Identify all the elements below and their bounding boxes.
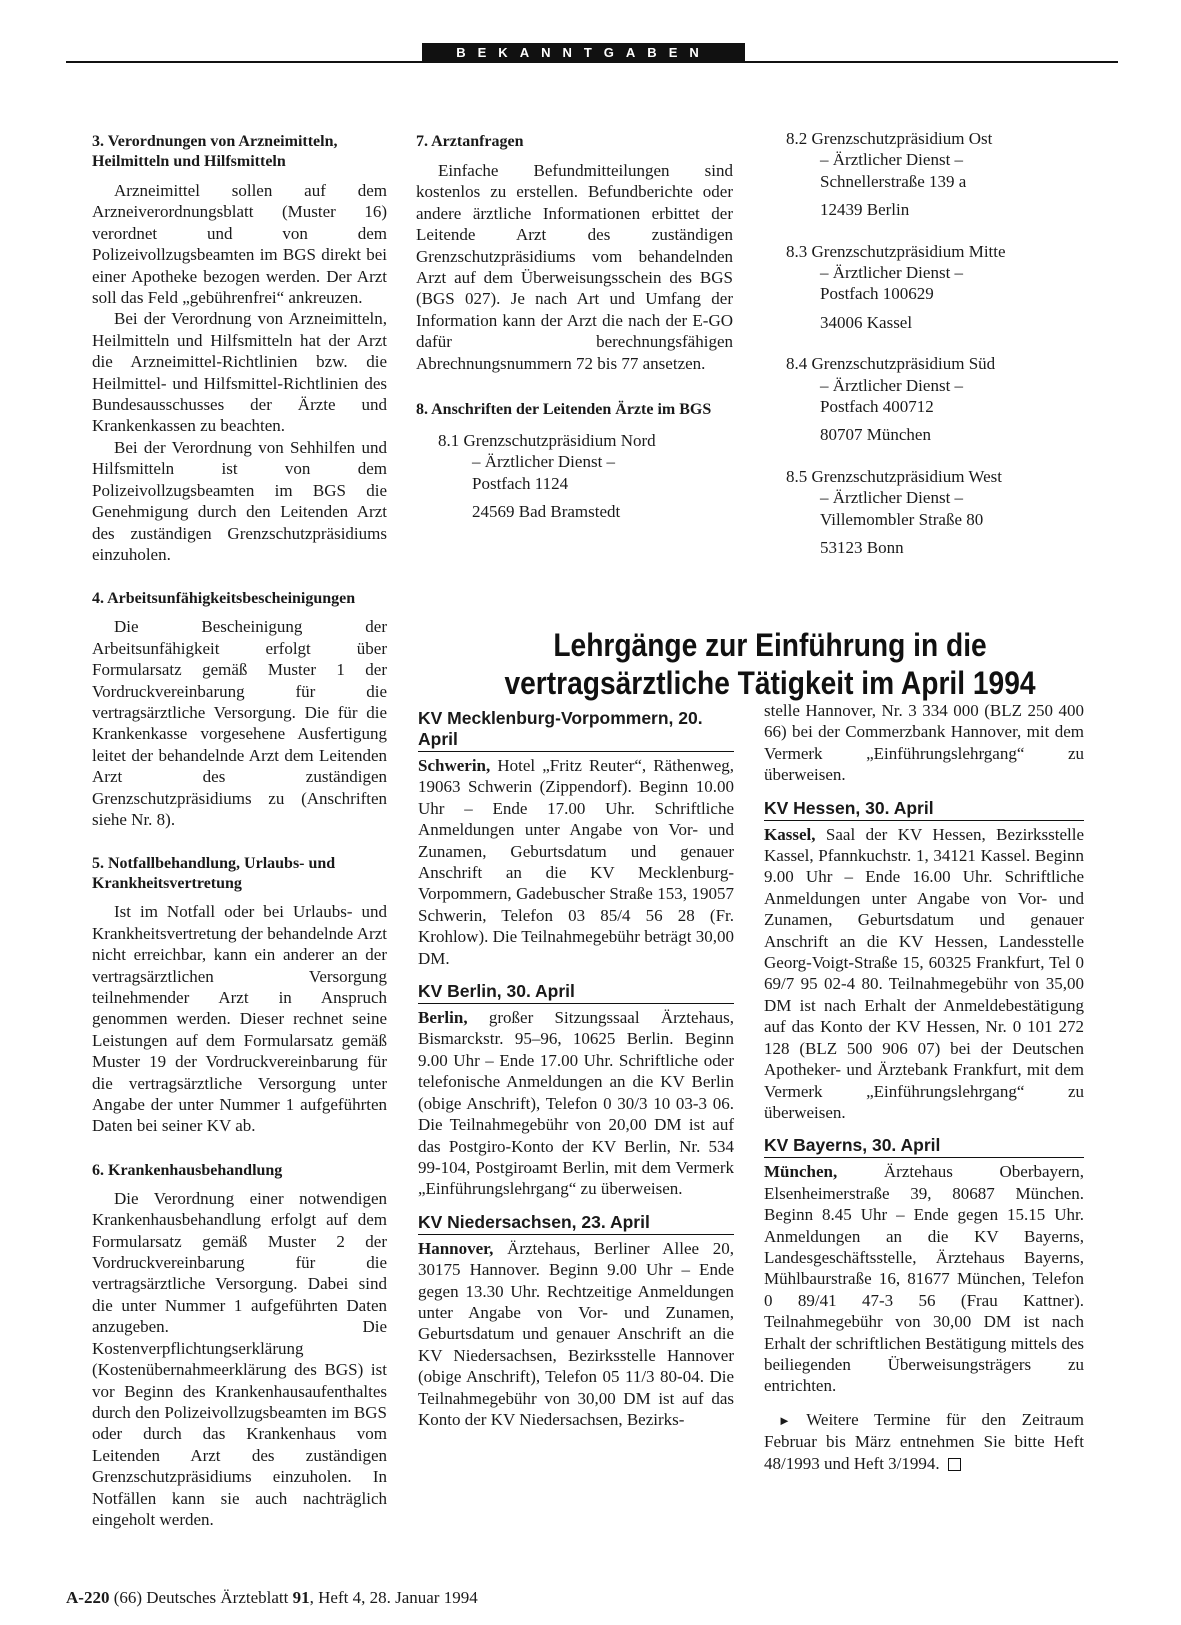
page-footer [66,1588,478,1608]
more-dates-text: Weitere Termine für den Zeitraum Februar bis März entnehmen Sie bitte Heft 48/1993 und Heft 3/1994. [764,1409,1084,1473]
address-line: Villemombler Straße 80 [820,509,984,529]
volume-number: 91 [292,1588,310,1607]
address-line: – Ärztlicher Dienst – [472,452,616,472]
column-3 [764,128,1104,559]
address-line: 8.3 Grenzschutzpräsidium Mitte [786,241,1006,261]
paragraph: Die Verordnung einer notwendigen Krankenhausbehandlung erfolgt auf dem Formularsatz gemäß Muster 2 der Vordruckvereinbarung für die vertragsärztliche Versorgung. Dabei sind die unter Nummer 1 aufgeführten Daten anzugeben. Die Kostenverpflichtungserklärung (Kostenübernahmeerklärung des BGS) ist vor Beginn des Krankenhausaufenthaltes durch den Polizeivollzugsbeamten im BGS oder durch das Krankenhaus vom Leitenden Arzt des zuständigen Grenzschutzpräsidiums einzuholen. In Notfällen kann sie auch nachträglich eingeholt werden. [92,1188,387,1529]
address-8-4 [764,353,1104,446]
kv-niedersachsen-city: Hannover, [418,1238,494,1258]
address-city: 53123 Bonn [820,538,904,558]
footer-text: (66) Deutsches Ärzteblatt [109,1588,293,1607]
kv-berlin-title: KV Berlin, 30. April [418,981,734,1004]
kv-bayerns-city: München, [764,1162,838,1182]
kv-column-left [418,708,734,1430]
paragraph: Bei der Verordnung von Arzneimitteln, Heilmitteln und Hilfsmitteln hat der Arzt die Arzneimittel-Richtlinien bzw. die Heilmittel- und Hilfsmittel-Richtlinien des Bundesausschusses der Ärzte und Krankenkassen zu beachten. [92,309,387,436]
kv-niedersachsen-text [418,1238,734,1431]
address-line: – Ärztlicher Dienst – [820,263,964,283]
address-line: – Ärztlicher Dienst – [820,150,964,170]
column-2 [416,132,733,523]
section-7-title: 7. Arztanfragen [416,133,524,150]
paragraph: Ist im Notfall oder bei Urlaubs- und Krankheitsvertretung der behandelnde Arzt nicht erreichbar, kann ein anderer an der vertragsärztlichen Versorgung teilnehmender Arzt in Anspruch genommen werden. Dieser rechnet seine Leistungen auf dem Formularsatz gemäß Muster 19 der Vordruckvereinbarung für die vertragsärztliche Versorgung unter Angabe der unter Nummer 1 aufgeführten Daten bei seiner KV ab. [92,902,387,1136]
headline-line: vertragsärztliche Tätigkeit im April 1994 [504,665,1036,701]
address-city: 24569 Bad Bramstedt [472,502,621,522]
paragraph: Einfache Befundmitteilungen sind kostenlos zu erstellen. Befundberichte oder andere ärztliche Informationen erbittet der Leitende Arzt des zuständigen Grenzschutzpräsidiums vom behandelnden Arzt auf dem Überweisungsschein des BGS (BGS 027). Je nach Art und Umfang der Information kann der Arzt die nach der E-GO dafür berechnungsfähigen Abrechnungsnummern 72 bis 77 ansetzen. [416,161,733,373]
address-line: 8.1 Grenzschutzpräsidium Nord [438,431,656,451]
address-city: 12439 Berlin [820,200,910,220]
address-line: Schnellerstraße 139 a [820,171,967,191]
kv-bayerns-text [764,1161,1084,1396]
section-header: BEKANNTGABEN [422,43,745,63]
kv-hessen-text [764,824,1084,1124]
kv-mv-title: KV Mecklenburg-Vorpommern, 20. April [418,708,734,752]
end-square-icon [948,1458,961,1471]
address-line: 8.2 Grenzschutzpräsidium Ost [786,129,993,148]
paragraph: Die Bescheinigung der Arbeitsunfähigkeit erfolgt über Formularsatz gemäß Muster 1 der Vordruckvereinbarung für die vertragsärztliche Versorgung. Die für die Krankenkasse vorgesehene Ausfertigung leitet der behandelnde Arzt dem Leitenden Arzt des zuständigen Grenzschutzpräsidiums zu (Anschriften siehe Nr. 8). [92,617,387,829]
kv-mv-body: Hotel „Fritz Reuter“, Räthenweg, 19063 Schwerin (Zippendorf). Beginn 10.00 Uhr – Ende 17.00 Uhr. Schriftliche Anmeldungen unter Angabe von Vor- und Zunamen, Geburtsdatum und genauer Anschrift an die KV Mecklenburg-Vorpommern, Gadebuscher Straße 153, 19057 Schwerin, Telefon 03 85/4 56 28 (Fr. Krohlow). Die Teilnahmegebühr beträgt 30,00 DM. [418,756,734,968]
section-6-title: 6. Krankenhausbehandlung [92,1161,283,1179]
address-line: – Ärztlicher Dienst – [820,488,964,508]
kv-niedersachsen-body: Ärztehaus, Berliner Allee 20, 30175 Hannover. Beginn 9.00 Uhr – Ende gegen 13.30 Uhr. Rechtzeitige Anmeldungen unter Angabe von Vor- und Zunamen, Geburtsdatum und genauer Anschrift an die KV Niedersachsen, Bezirksstelle Hannover (obige Anschrift), Telefon 05 11/3 80-04. Die Teilnahmegebühr von 30,00 DM ist auf das Konto der KV Niedersachsen, Bezirks- [418,1238,734,1429]
address-8-1 [416,430,733,523]
headline-line: Lehrgänge zur Einführung in die [553,627,987,663]
address-line: – Ärztlicher Dienst – [820,375,964,395]
footer-text: , Heft 4, 28. Januar 1994 [309,1588,478,1607]
kv-niedersachsen-title: KV Niedersachsen, 23. April [418,1212,734,1235]
address-8-5 [764,466,1104,559]
kv-hessen-body: Saal der KV Hessen, Bezirksstelle Kassel, Pfannkuchstr. 1, 34121 Kassel. Beginn 9.00 Uhr – Ende 16.00 Uhr. Schriftliche Anmeldungen unter Angabe von Vor- und Zunamen, Geburtsdatum und genauer Anschrift an die KV Hessen, Landesstelle Georg-Voigt-Straße 15, 60325 Frankfurt, Tel 0 69/7 95 02-4 80. Teilnahmegebühr von 35,00 DM ist nach Erhalt der Anmeldebestätigung auf das Konto der KV Hessen, Nr. 0 101 272 128 (BLZ 500 906 07) bei der Deutschen Apotheker- und Ärztebank Frankfurt, mit dem Vermerk „Einführungslehrgang“ zu überweisen. [764,824,1084,1122]
more-dates-note [764,1409,1084,1474]
kv-berlin-city: Berlin, [418,1008,468,1028]
column-1 [92,132,387,1530]
kv-niedersachsen-continued: stelle Hannover, Nr. 3 334 000 (BLZ 250 400 66) bei der Commerzbank Hannover, mit dem Vermerk „Einführungslehrgang“ zu überweisen. [764,701,1084,785]
address-line: Postfach 400712 [820,397,934,417]
paragraph: Arzneimittel sollen auf dem Arzneiverordnungsblatt (Muster 16) verordnet und von dem Polizeivollzugsbeamten im BGS direkt bei einer Apotheke bezogen werden. Der Arzt soll das Feld „gebührenfrei“ ankreuzen. [92,181,387,308]
section-3-title: 3. Verordnungen von Arzneimitteln, Heilmitteln und Hilfsmitteln [92,133,338,170]
kv-mv-text [418,755,734,969]
section-8-title: 8. Anschriften der Leitenden Ärzte im BGS [416,401,712,419]
kv-mv-city: Schwerin, [418,756,491,775]
address-line: 8.4 Grenzschutzpräsidium Süd [786,354,996,374]
section-5-title: 5. Notfallbehandlung, Urlaubs- und Krankheitsvertretung [92,855,336,893]
address-8-2 [764,128,1104,221]
address-line: Postfach 100629 [820,284,934,304]
kv-bayerns-body: Ärztehaus Oberbayern, Elsenheimerstraße 39, 80687 München. Beginn 8.45 Uhr – Ende gegen 15.15 Uhr. Anmeldungen an die KV Bayerns, Landesgeschäftsstelle, Ärztehaus Bayerns, Mühlbaurstraße 16, 81677 München, Telefon 0 89/41 47-3 56 (Frau Kattner). Teilnahmegebühr von 30,00 DM ist nach Erhalt der schriftlichen Bestätigung mittels des beiliegenden Überweisungsträgers zu entrichten. [764,1162,1084,1396]
kv-berlin-body: großer Sitzungssaal Ärztehaus, Bismarckstr. 95–96, 10625 Berlin. Beginn 9.00 Uhr – Ende 17.00 Uhr. Schriftliche oder telefonische Anmeldungen an die KV Berlin (obige Anschrift), Telefon 0 30/3 10 03-3 06. Die Teilnahmegebühr von 20,00 DM ist auf das Postgiro-Konto der KV Berlin, Nr. 534 99-104, Postgiroamt Berlin, mit dem Vermerk „Einführungslehrgang“ zu überweisen. [418,1008,734,1199]
paragraph: Bei der Verordnung von Sehhilfen und Hilfsmitteln ist von dem Polizeivollzugsbeamten im BGS die Genehmigung durch den Leitenden Arzt des zuständigen Grenzschutzpräsidiums einzuholen. [92,437,387,564]
kv-hessen-title: KV Hessen, 30. April [764,798,1084,821]
section-4-title: 4. Arbeitsunfähigkeitsbescheinigungen [92,590,356,608]
kv-hessen-city: Kassel, [764,824,816,844]
kv-column-right [764,700,1084,1474]
kv-berlin-text [418,1007,734,1200]
arrow-right-icon: ► [778,1412,791,1428]
address-city: 80707 München [820,425,931,445]
page-number: A-220 [66,1588,110,1607]
address-8-3 [764,241,1104,334]
address-city: 34006 Kassel [820,312,913,332]
kv-bayerns-title: KV Bayerns, 30. April [764,1135,1084,1158]
address-line: Postfach 1124 [472,473,569,493]
address-line: 8.5 Grenzschutzpräsidium West [786,466,1002,486]
article-headline [462,626,1078,702]
